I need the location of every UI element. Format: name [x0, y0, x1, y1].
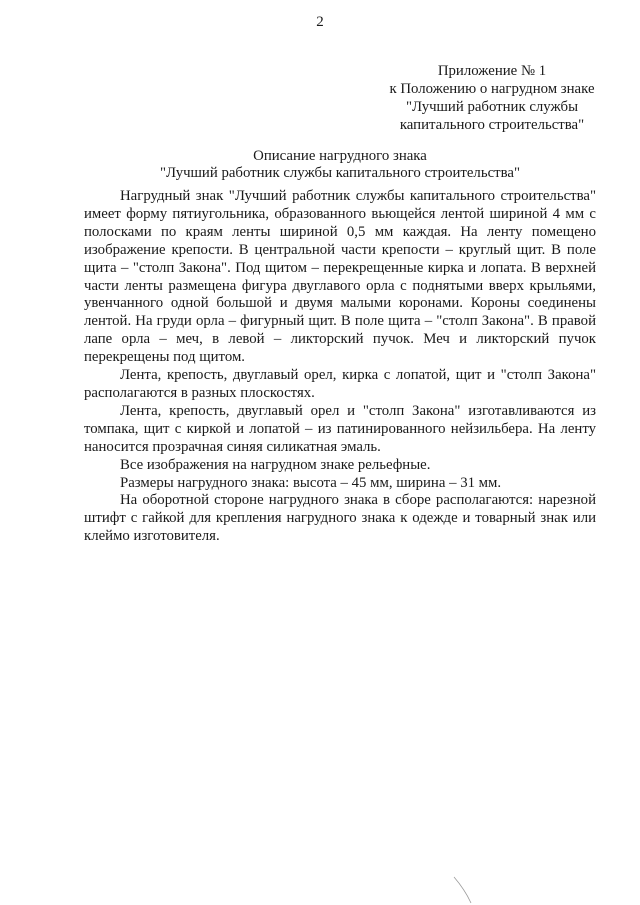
pen-stroke-mark	[452, 876, 474, 904]
appendix-line: Приложение № 1	[437, 63, 547, 79]
document-body	[84, 188, 596, 546]
title-line: Описание нагрудного знака	[253, 148, 427, 164]
paragraph: Нагрудный знак "Лучший работник службы капитального строительства" имеет форму пятиугольника, образованного вьющейся лентой шириной 4 мм с полосками по краям ленты шириной 0,5 мм каждая. На ленту помещено изображение крепости. В центральной части крепости – круглый щит. В поле щита – "столп Закона". Под щитом – перекрещенные кирка и лопата. В верхней части ленты размещена фигура двуглавого орла с поднятыми вверх крыльями, увенчанного одной большой и двумя малыми коронами. Короны соединены лентой. На груди орла – фигурный щит. В поле щита – "столп Закона". В правой лапе орла – меч, в левой – ликторский пучок. Меч и ликторский пучок перекрещены под щитом.	[84, 188, 596, 366]
paragraph: Лента, крепость, двуглавый орел, кирка с лопатой, щит и "столп Закона" располагаются в разных плоскостях.	[84, 367, 596, 401]
appendix-line: к Положению о нагрудном знаке	[389, 81, 595, 97]
paragraph: Все изображения на нагрудном знаке рельефные.	[120, 456, 431, 473]
appendix-header	[357, 62, 627, 134]
appendix-line: капитального строительства"	[399, 117, 585, 133]
paragraph: Размеры нагрудного знака: высота – 45 мм, ширина – 31 мм.	[120, 474, 502, 491]
paragraph: Лента, крепость, двуглавый орел и "столп Закона" изготавливаются из томпака, щит с киркой и лопатой – из патинированного нейзильбера. На ленту наносится прозрачная синяя силикатная эмаль.	[84, 402, 596, 455]
title-line: "Лучший работник службы капитального строительства"	[159, 165, 521, 181]
page-number: 2	[316, 14, 324, 30]
appendix-line: "Лучший работник службы	[405, 99, 579, 115]
document-title	[0, 148, 640, 182]
paragraph: На оборотной стороне нагрудного знака в сборе располагаются: нарезной штифт с гайкой для крепления нагрудного знака к одежде и товарный знак или клеймо изготовителя.	[84, 492, 596, 545]
